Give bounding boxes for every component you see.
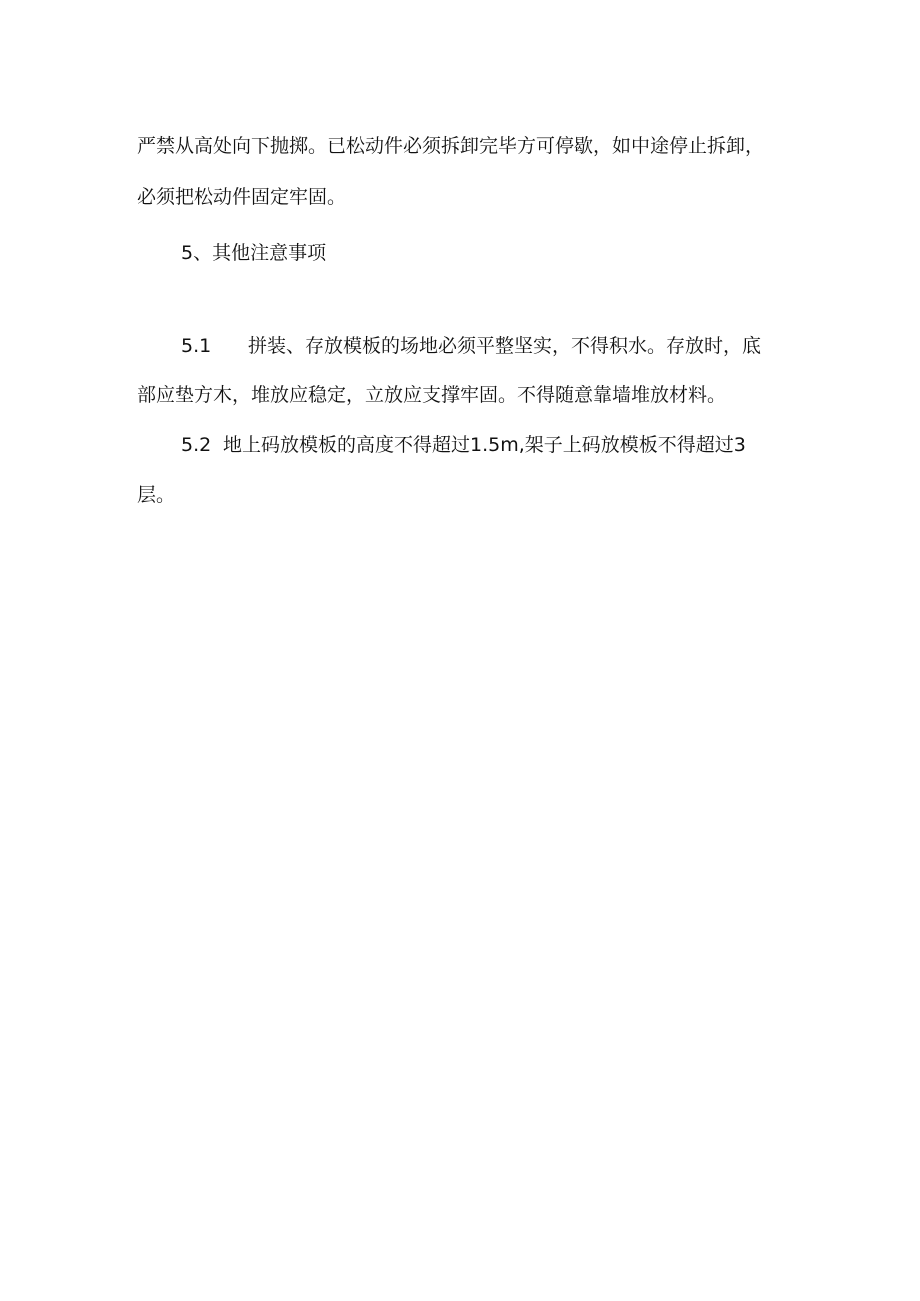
item-5-2-line-2: 层。 [137,484,176,506]
item-5-1-line-2: 部应垫方木，堆放应稳定，立放应支撑牢固。不得随意靠墙堆放材料。 [137,384,727,406]
item-5-2-line-1 [181,432,746,458]
item-5-2-text: 地上码放模板的高度不得超过1.5m,架子上码放模板不得超过3 [223,434,746,456]
section-heading: 5、其他注意事项 [181,242,327,264]
item-5-1-text: 拼装、存放模板的场地必须平整坚实，不得积水。存放时，底 [248,335,762,357]
item-5-1-line-1 [181,333,761,359]
paragraph-1-line-1: 严禁从高处向下抛掷。已松动件必须拆卸完毕方可停歇，如中途停止拆卸， [137,135,765,157]
paragraph-1-line-2: 必须把松动件固定牢固。 [137,186,347,208]
item-5-1-number: 5.1 [181,335,212,357]
item-5-2-number: 5.2 [181,434,212,456]
